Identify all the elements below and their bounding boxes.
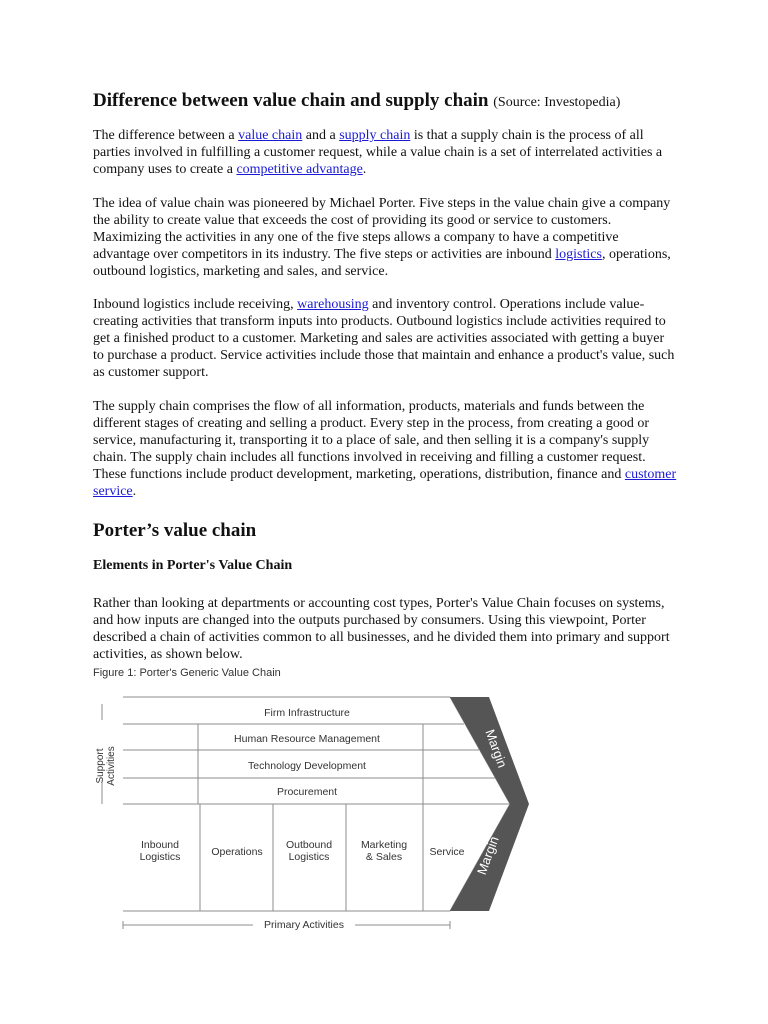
support-human-resource: Human Resource Management: [234, 733, 380, 745]
section-subtitle: Elements in Porter's Value Chain: [93, 558, 293, 573]
logistics-link[interactable]: logistics: [555, 247, 602, 262]
paragraph-1: The difference between a value chain and a supply chain is that a supply chain is the process of all parties involved in fulfilling a customer request, while a value chain is a set of interrelated activities a company uses to create a competitive advantage.: [93, 128, 663, 177]
section-title: Porter’s value chain: [93, 520, 257, 541]
support-technology-development: Technology Development: [248, 760, 366, 772]
primary-marketing-line1: Marketing: [360, 839, 408, 851]
supply-chain-link[interactable]: supply chain: [339, 128, 411, 143]
primary-inbound-line2: Logistics: [139, 851, 181, 863]
support-label-2: Activities: [106, 746, 117, 786]
support-label-1: Support: [95, 748, 106, 784]
section-paragraph: Rather than looking at departments or accounting cost types, Porter's Value Chain focuses on systems, and how inputs are changed into the outputs purchased by consumers. Using this viewpoint, Porter described a chain of activities common to all businesses, and he divided them into primary and support activities, as shown below.: [93, 596, 670, 662]
margin-label-bottom: Margin: [473, 834, 502, 877]
paragraph-2: The idea of value chain was pioneered by Michael Porter. Five steps in the value chain give a company the ability to create value that exceeds the cost of providing its good or service to customers. Maximizing the activities in any one of the five steps allows a company to have a competitive advantage over competitors in its industry. The five steps or activities are inbound logistics, operations, outbound logistics, marketing and sales, and service.: [93, 196, 671, 279]
competitive-advantage-link[interactable]: competitive advantage: [236, 162, 363, 177]
title-source: (Source: Investopedia): [493, 95, 621, 110]
primary-service: Service: [429, 846, 465, 858]
page-title: [93, 88, 678, 116]
primary-operations: Operations: [211, 846, 263, 858]
primary-marketing-line2: & Sales: [365, 851, 403, 863]
figure-caption: Figure 1: Porter's Generic Value Chain: [93, 667, 281, 679]
paragraph-3: Inbound logistics include receiving, warehousing and inventory control. Operations include value-creating activities that transform inputs into products. Outbound logistics include activities required to get a finished product to a customer. Marketing and sales are activities associated with getting a buyer to purchase a product. Service activities include those that maintain and enhance a product's value, such as customer support.: [93, 297, 675, 380]
support-procurement: Procurement: [276, 786, 338, 798]
title-text: Difference between value chain and supply chain: [93, 90, 489, 111]
support-firm-infrastructure: Firm Infrastructure: [264, 707, 350, 719]
primary-outbound-line2: Logistics: [288, 851, 330, 863]
primary-outbound-line1: Outbound: [285, 839, 333, 851]
primary-inbound-line1: Inbound: [141, 839, 179, 851]
warehousing-link[interactable]: warehousing: [297, 297, 369, 312]
value-chain-link[interactable]: value chain: [238, 128, 303, 143]
value-chain-figure: [93, 664, 533, 936]
paragraph-4: The supply chain comprises the flow of all information, products, materials and funds between the different stages of creating and selling a product. Every step in the process, from creating a good or service, manufacturing it, transporting it to a place of sale, and then selling it is a company's supply chain. The supply chain includes all functions involved in receiving and filling a customer request. These functions include product development, marketing, operations, distribution, finance and customer service.: [93, 399, 677, 499]
primary-activities-label: Primary Activities: [264, 919, 344, 931]
value-chain-diagram: [93, 664, 533, 936]
document-page: [93, 88, 678, 663]
margin-label-top: Margin: [482, 727, 511, 770]
customer-service-link[interactable]: customer service: [93, 467, 677, 499]
